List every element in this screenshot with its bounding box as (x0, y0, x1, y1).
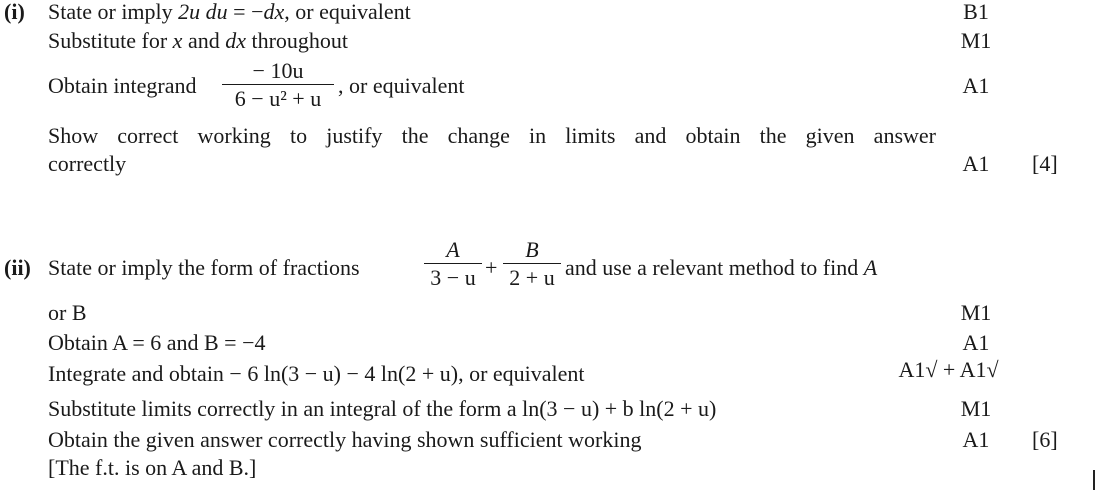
part-ii-line-3: Obtain A = 6 and B = −4 (48, 330, 266, 355)
part-ii-footnote: [The f.t. is on A and B.] (48, 455, 257, 480)
text-cursor (1093, 470, 1095, 490)
part-i-line-3-label: Obtain integrand (48, 73, 197, 98)
line-text: and (182, 28, 226, 53)
fraction-a (424, 239, 482, 289)
mark-m1: M1 (960, 28, 992, 53)
math-operator: = − (227, 0, 264, 24)
line-text: , or equivalent (284, 0, 411, 24)
fraction-bar (503, 263, 561, 264)
part-i-total: [4] (1032, 151, 1058, 176)
mark-a1: A1 (962, 427, 990, 452)
part-ii-total: [6] (1032, 427, 1058, 452)
mark-a1: A1 (962, 151, 990, 176)
plus-sign: + (485, 255, 498, 280)
part-ii-line-2: or B (48, 300, 87, 325)
part-i-line-3-suffix: , or equivalent (338, 73, 465, 98)
part-ii-label: (ii) (4, 255, 31, 280)
part-ii-line-1-suffix (565, 255, 877, 281)
part-ii-line-5: Substitute limits correctly in an integral of the form a ln(3 − u) + b ln(2 + u) (48, 396, 717, 421)
mark-b1: B1 (963, 0, 989, 24)
part-i-line-2 (48, 28, 348, 54)
part-i-line-4: Show correct working to justify the change in limits and obtain the given answer (48, 123, 936, 148)
math-expression: dx (263, 0, 285, 24)
fraction-denominator: 2 + u (509, 265, 555, 290)
part-ii-line-1-text: State or imply the form of fractions (48, 255, 360, 280)
mark-m1: M1 (960, 396, 992, 421)
fraction-numerator: B (525, 237, 539, 262)
mark-m1: M1 (960, 300, 992, 325)
part-i-line-4-continued: correctly (48, 151, 127, 176)
mark-a1: A1 (962, 73, 990, 98)
line-text: Substitute for (48, 28, 173, 53)
part-ii-line-6: Obtain the given answer correctly having shown sufficient working (48, 427, 642, 452)
part-i-line-1 (48, 0, 411, 25)
fraction-bar (424, 263, 482, 264)
part-ii-line-4: Integrate and obtain − 6 ln(3 − u) − 4 ln(2 + u), or equivalent (48, 361, 585, 386)
mark-a1-ft-a1-ft: A1√ + A1√ (898, 357, 999, 382)
math-variable: x (172, 28, 183, 53)
line-text: State or imply (48, 0, 179, 24)
part-i-label: (i) (4, 0, 25, 24)
math-expression: 2u du (178, 0, 228, 24)
fraction-b (503, 239, 561, 289)
fraction-numerator: A (446, 237, 460, 262)
line-text: throughout (245, 28, 349, 53)
math-variable: dx (225, 28, 246, 53)
fraction-denominator: 6 − u² + u (234, 86, 322, 111)
mark-a1: A1 (962, 330, 990, 355)
fraction-bar (222, 84, 334, 85)
integrand-fraction (222, 60, 334, 110)
line-text: and use a relevant method to find (565, 255, 864, 280)
fraction-numerator: − 10u (252, 58, 304, 83)
math-variable: A (863, 255, 878, 280)
fraction-denominator: 3 − u (430, 265, 476, 290)
